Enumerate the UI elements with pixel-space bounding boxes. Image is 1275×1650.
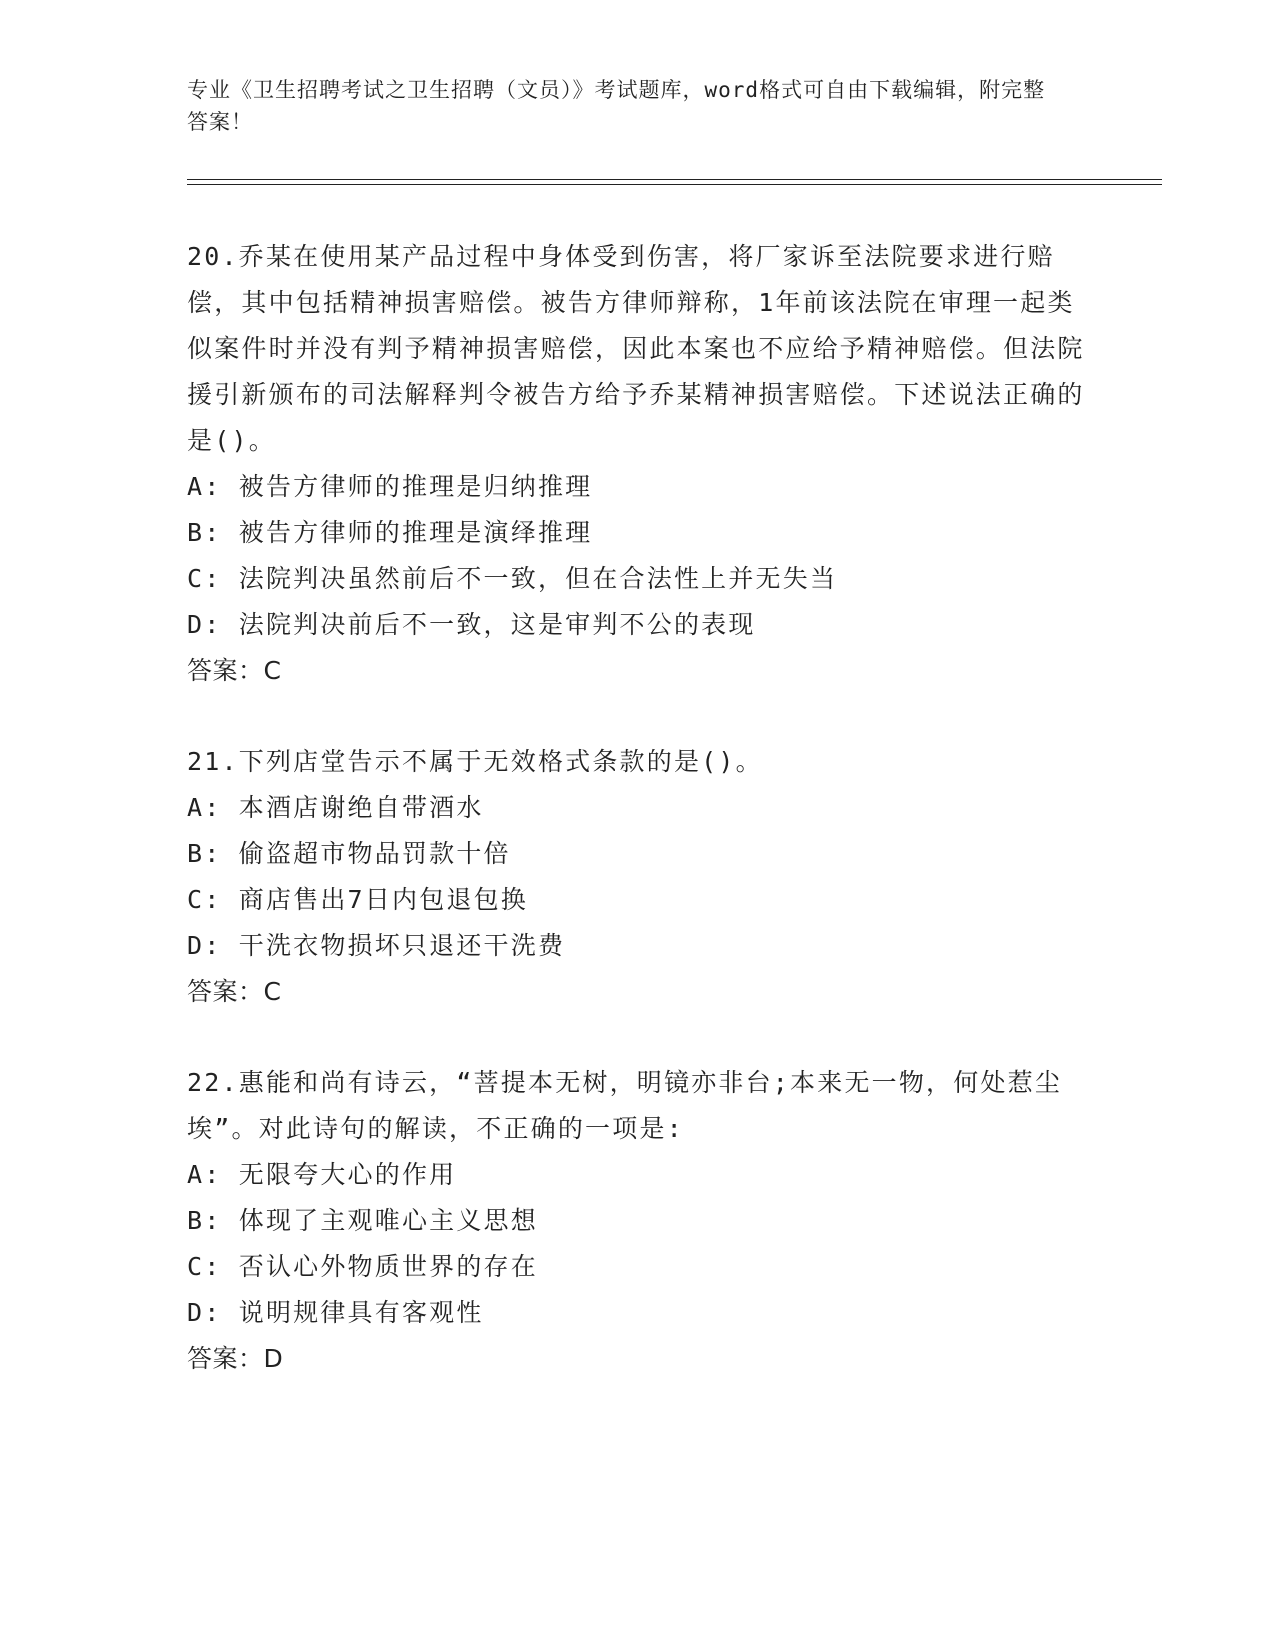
option-d: D: 干洗衣物损坏只退还干洗费 [187, 931, 566, 960]
question-stem: 21.下列店堂告示不属于无效格式条款的是()。 [187, 747, 763, 776]
option-d: D: 说明规律具有客观性 [187, 1298, 484, 1327]
option-b: B: 体现了主观唯心主义思想 [187, 1206, 538, 1235]
question-stem: 20.乔某在使用某产品过程中身体受到伤害，将厂家诉至法院要求进行赔偿，其中包括精神损害赔偿。被告方律师辩称，1年前该法院在审理一起类似案件时并没有判予精神损害赔偿，因此本案也不应给予精神赔偿。但法院援引新颁布的司法解释判令被告方给予乔某精神损害赔偿。下述说法正确的是()。 [187, 242, 1085, 455]
answer: 答案：C [187, 977, 282, 1006]
option-a: A: 无限夸大心的作用 [187, 1160, 457, 1189]
option-b: B: 偷盗超市物品罚款十倍 [187, 839, 511, 868]
question-22 [187, 1060, 1087, 1382]
header-divider-top [187, 179, 1162, 180]
question-stem: 22.惠能和尚有诗云，“菩提本无树，明镜亦非台;本来无一物，何处惹尘埃”。对此诗句的解读，不正确的一项是: [187, 1068, 1063, 1143]
option-c: C: 商店售出7日内包退包换 [187, 885, 529, 914]
option-c: C: 否认心外物质世界的存在 [187, 1252, 538, 1281]
document-header: 专业《卫生招聘考试之卫生招聘（文员）》考试题库，word格式可自由下载编辑，附完整答案！ [187, 78, 1046, 134]
question-21 [187, 739, 1087, 1015]
header-divider-bottom [187, 184, 1162, 185]
option-b: B: 被告方律师的推理是演绎推理 [187, 518, 593, 547]
answer: 答案：C [187, 656, 282, 685]
answer: 答案：D [187, 1344, 284, 1373]
question-20 [187, 234, 1087, 694]
option-a: A: 本酒店谢绝自带酒水 [187, 793, 484, 822]
option-d: D: 法院判决前后不一致，这是审判不公的表现 [187, 610, 756, 639]
option-c: C: 法院判决虽然前后不一致，但在合法性上并无失当 [187, 564, 838, 593]
option-a: A: 被告方律师的推理是归纳推理 [187, 472, 593, 501]
